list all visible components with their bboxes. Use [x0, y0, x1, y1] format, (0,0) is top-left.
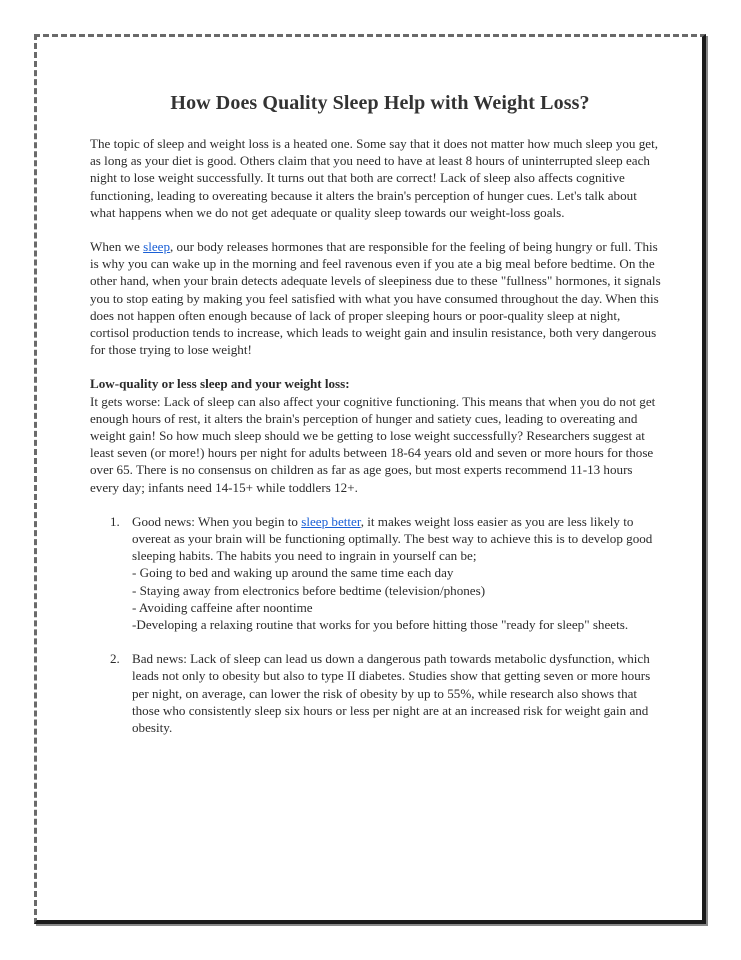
cognitive-paragraph: It gets worse: Lack of sleep can also affect your cognitive functioning. This means that when you do not get enough hours of rest, it alters the brain's perception of hunger and satiety cues, leading to overeating and weight gain! So how much sleep should we be getting to lose weight successfully? Researchers suggest at least seven (or more!) hours per night for adults between 18-64 years old and seven or more hours for those over 65. There is no consensus on children as far as age goes, but most experts recommend 11-13 hours every day; infants need 14-15+ while toddlers 12+. [90, 393, 656, 495]
bad-news-text: Bad news: Lack of sleep can lead us down a dangerous path towards metabolic dysfunction, which leads not only to obesity but also to type II diabetes. Studies show that getting seven or more hours per night, on average, can lower the risk of obesity by up to 55%, while research also shows that those who consistently sleep six hours or less per night are at an increased risk for weight gain and obesity. [132, 651, 651, 736]
habit-item: - Staying away from electronics before bedtime (television/phones) [132, 582, 486, 598]
habit-item: -Developing a relaxing routine that works for you before hitting those "ready for sleep" sheets. [132, 617, 629, 633]
page-title: How Does Quality Sleep Help with Weight Loss? [170, 92, 590, 114]
list-item-good-news [90, 513, 662, 633]
habit-item: - Going to bed and waking up around the same time each day [132, 565, 454, 581]
good-news-text-after: , it makes weight loss easier as you are less likely to overeat as your brain will be functioning optimally. The best way to achieve this is to develop good sleeping habits. The habits you need to ingrain in yourself can be; [132, 513, 653, 564]
good-news-text-before: Good news: When you begin to [132, 513, 302, 529]
document-body [90, 92, 662, 736]
intro-paragraph: The topic of sleep and weight loss is a heated one. Some say that it does not matter how much sleep you get, as long as your diet is good. Others claim that you need to have at least 8 hours of uninterrupted sleep each night to lose weight successfully. It turns out that both are correct! Lack of sleep also affects cognitive functioning, leading to overeating because it alters the brain's perception of hunger cues. Let's talk about what happens when we do not get adequate or quality sleep towards our weight-loss goals. [90, 136, 658, 220]
hormones-paragraph [90, 238, 662, 358]
numbered-list [90, 513, 662, 736]
habit-item: - Avoiding caffeine after noontime [132, 599, 313, 615]
document-page [34, 34, 706, 924]
list-number: 1. [110, 513, 120, 529]
list-spacer [90, 633, 662, 650]
sleep-better-link[interactable]: sleep better [301, 513, 361, 529]
section-subheading: Low-quality or less sleep and your weight loss: [90, 376, 350, 392]
hormones-text-after: , our body releases hormones that are responsible for the feeling of being hungry or full. This is why you can wake up in the morning and feel ravenous even if you ate a big meal before bedtime. On the other hand, when your brain detects adequate levels of sleepiness due to these "fullness" hormones, it signals you to stop eating by making you feel satisfied with what you have consumed throughout the day. When this does not happen often enough because of lack of proper sleeping hours or poor-quality sleep at night, cortisol production tends to increase, which leads to weight gain and insulin resistance, both very dangerous for those trying to lose weight! [90, 239, 661, 358]
hormones-text-before: When we [90, 239, 144, 255]
sleep-link[interactable]: sleep [143, 239, 170, 255]
list-item-bad-news [90, 650, 662, 736]
list-number: 2. [110, 651, 120, 667]
